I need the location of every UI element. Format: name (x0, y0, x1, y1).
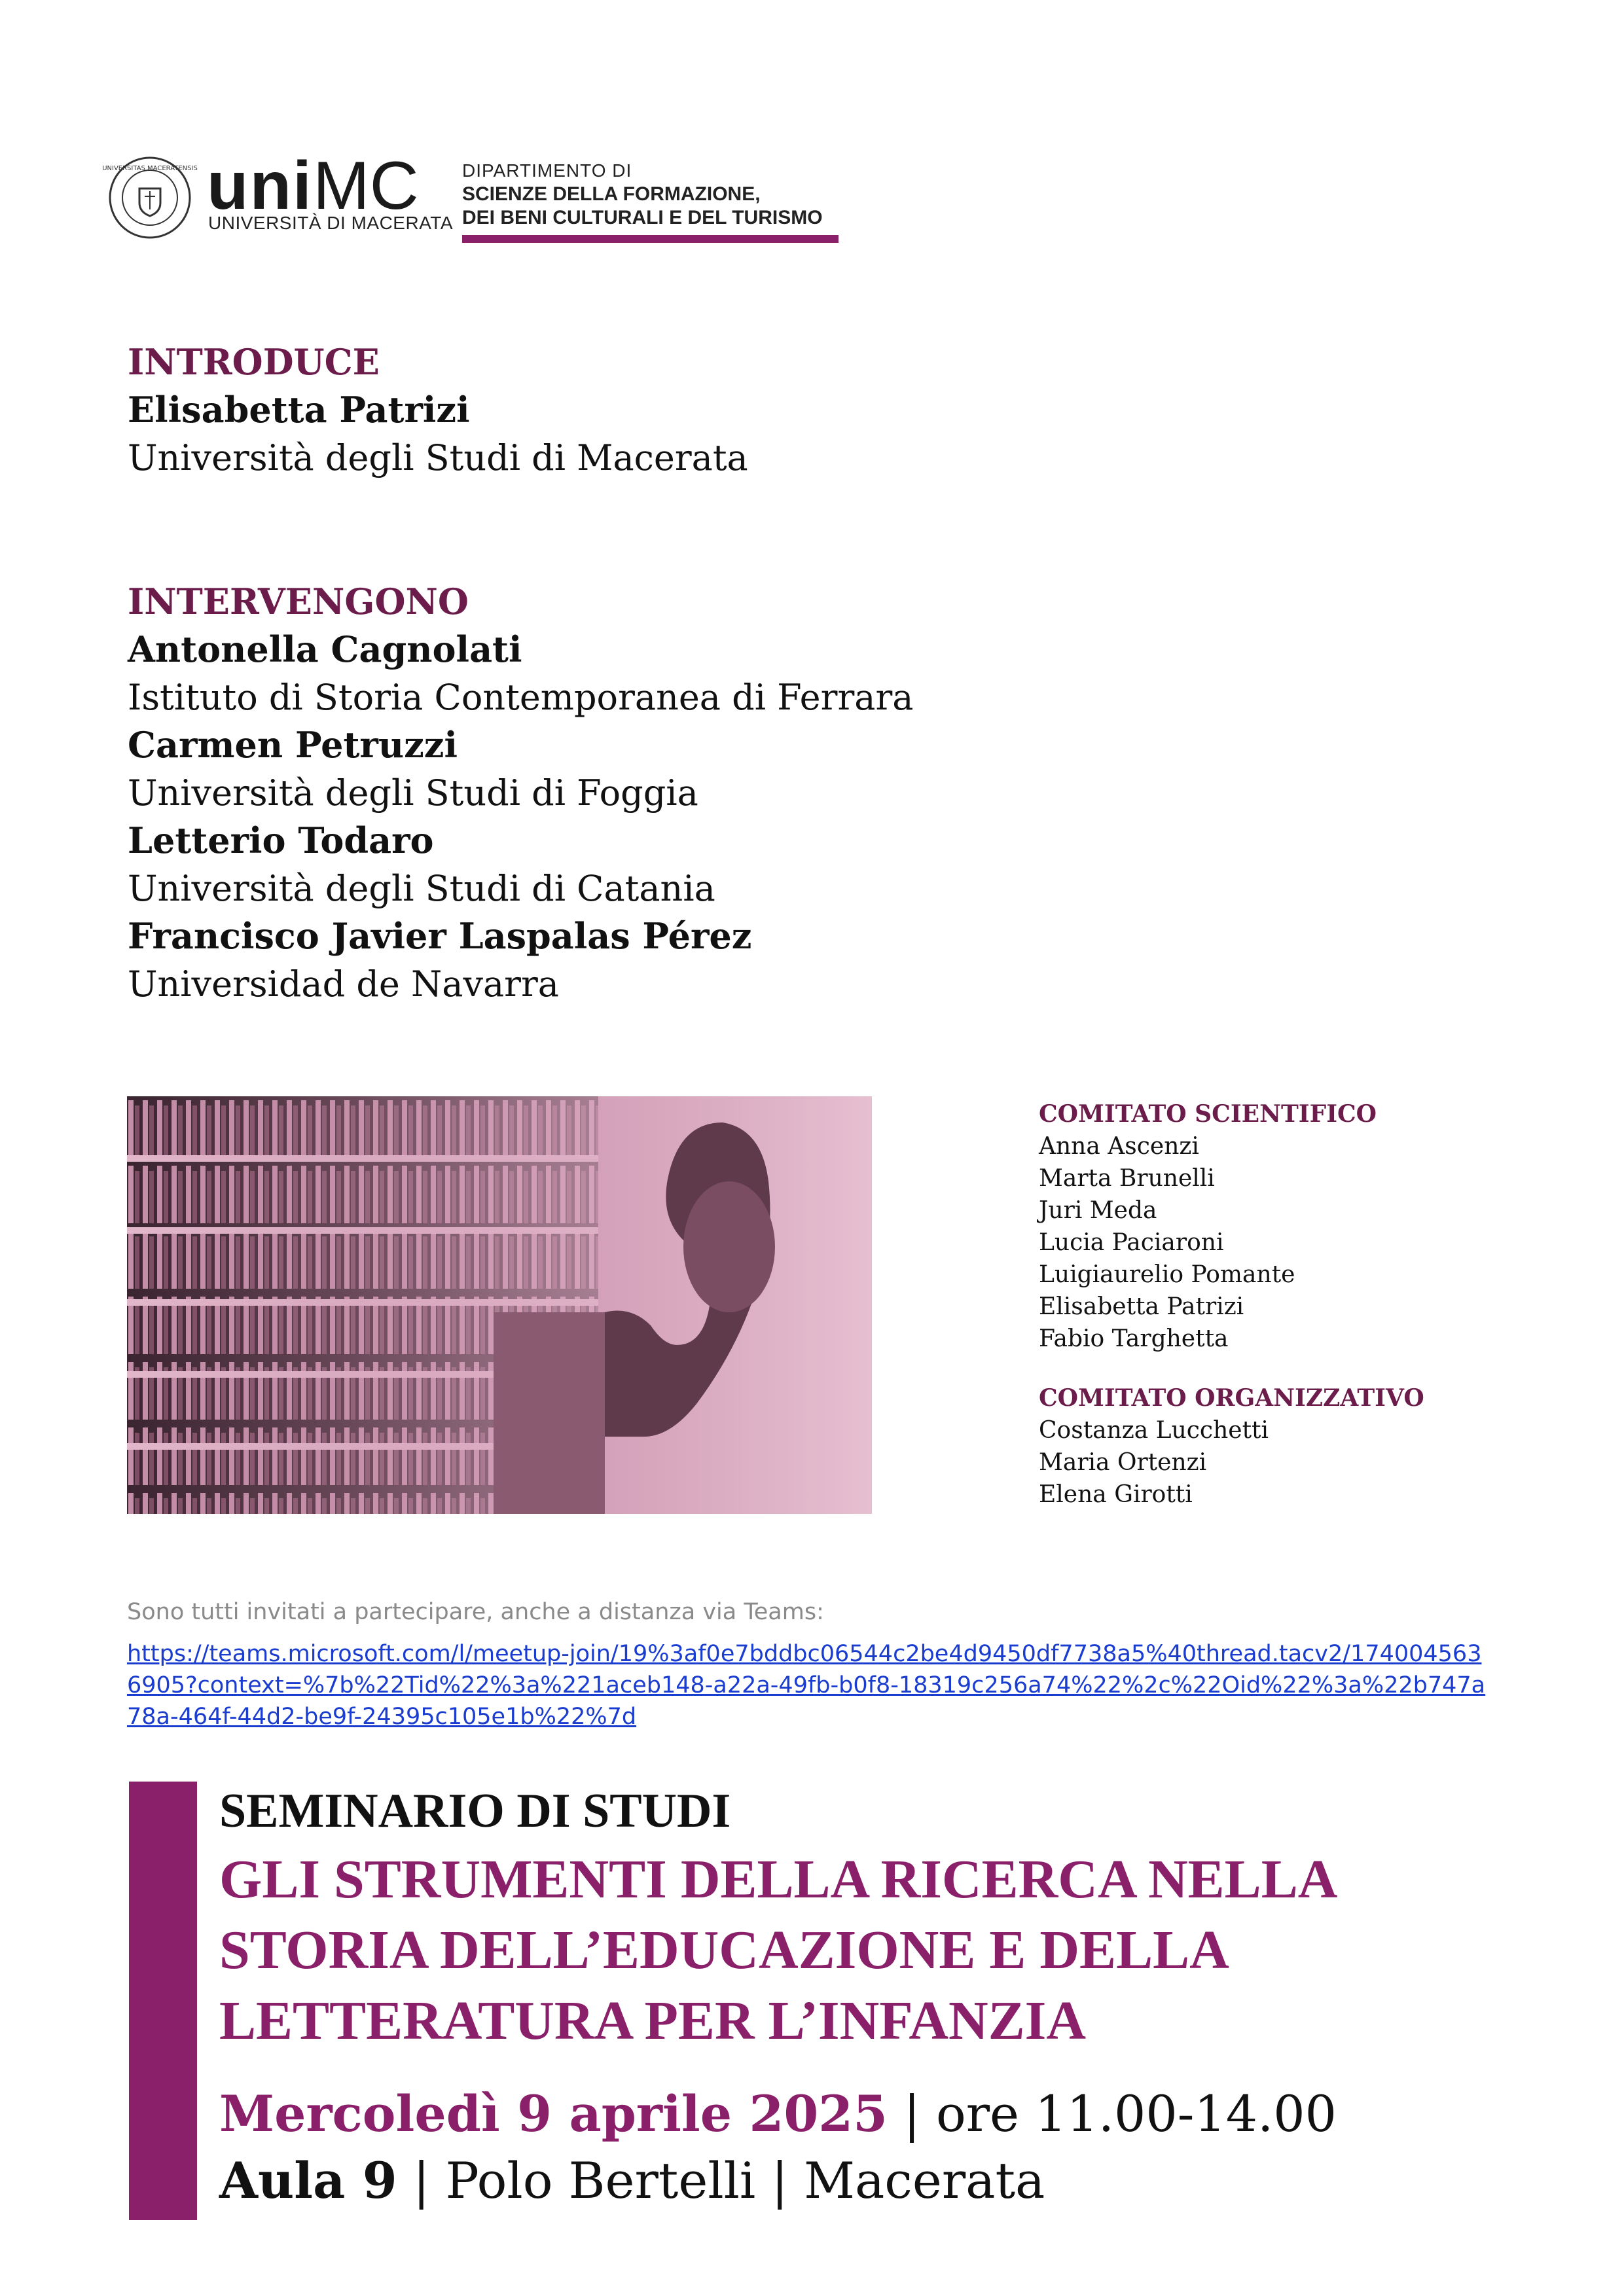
event-date: Mercoledì 9 aprile 2025 (219, 2085, 888, 2143)
committee-member: Juri Meda (1039, 1197, 1157, 1224)
speaker-affiliation: Universidad de Navarra (128, 963, 559, 1005)
committee-member: Fabio Targhetta (1039, 1325, 1229, 1352)
event-venue: Polo Bertelli (445, 2151, 756, 2210)
dept-line2: SCIENZE DELLA FORMAZIONE, (462, 183, 761, 205)
unimc-logo (207, 148, 419, 224)
intervengono-heading: INTERVENGONO (128, 581, 469, 622)
committee-member: Maria Ortenzi (1039, 1449, 1207, 1476)
dept-line1: DIPARTIMENTO DI (462, 160, 632, 181)
introduce-section (128, 338, 748, 482)
university-seal-logo (102, 156, 198, 240)
dept-line3: DEI BENI CULTURALI E DEL TURISMO (462, 207, 823, 228)
event-accent-bar (129, 1782, 197, 2220)
comitato-organizzativo-title: COMITATO ORGANIZZATIVO (1039, 1384, 1424, 1412)
library-sculpture-image (127, 1096, 872, 1514)
speaker-affiliation: Università degli Studi di Macerata (128, 437, 748, 478)
speaker-affiliation: Istituto di Storia Contemporanea di Ferrara (128, 677, 914, 718)
intervengono-section (128, 578, 913, 1008)
event-place-line (219, 2148, 1045, 2214)
committee-member: Marta Brunelli (1039, 1165, 1215, 1192)
event-time: ore 11.00-14.00 (935, 2085, 1337, 2143)
seminar-type: SEMINARIO DI STUDI (219, 1784, 731, 1838)
speaker-name: Carmen Petruzzi (128, 724, 458, 766)
committee-member: Costanza Lucchetti (1039, 1417, 1269, 1444)
introduce-heading: INTRODUCE (128, 341, 380, 383)
speaker-name: Elisabetta Patrizi (128, 389, 470, 431)
svg-text:UNIVERSITAS MACERATENSIS: UNIVERSITAS MACERATENSIS (102, 165, 198, 172)
department-name (462, 159, 823, 230)
department-accent-bar (462, 235, 839, 243)
committee-member: Luigiaurelio Pomante (1039, 1261, 1295, 1288)
event-title-line: STORIA DELL’EDUCAZIONE E DELLA (219, 1920, 1229, 1981)
committee-member: Elisabetta Patrizi (1039, 1293, 1244, 1320)
committees (1039, 1098, 1424, 1511)
speaker-name: Francisco Javier Laspalas Pérez (128, 915, 752, 957)
speaker-affiliation: Università degli Studi di Foggia (128, 772, 698, 814)
logo-uni: uni (207, 148, 313, 224)
speaker-name: Antonella Cagnolati (128, 628, 522, 670)
teams-meeting-link[interactable]: https://teams.microsoft.com/l/meetup-join/19%3af0e7bddbc06544c2be4d9450df7738a5%40thread.tacv2/1740045636905?context=%7b%22Tid%22%3a%221aceb148-a22a-49fb-b0f8-18319c256a74%22%2c%22Oid%22%3a%22b747a78a-464f-44d2-be9f-24395c105e1b%22%7d (127, 1641, 1486, 1730)
committee-member: Lucia Paciaroni (1039, 1229, 1224, 1256)
speaker-name: Letterio Todaro (128, 819, 434, 861)
separator: | (397, 2151, 446, 2210)
logo-mc: MC (312, 148, 419, 224)
separator: | (755, 2151, 804, 2210)
invite-text: Sono tutti invitati a partecipare, anche a distanza via Teams: (127, 1599, 824, 1625)
comitato-scientifico-title: COMITATO SCIENTIFICO (1039, 1100, 1377, 1128)
separator: | (888, 2085, 936, 2143)
event-title-line: LETTERATURA PER L’INFANZIA (219, 1990, 1087, 2051)
event-date-line (219, 2081, 1337, 2147)
committee-member: Elena Girotti (1039, 1481, 1193, 1508)
event-room: Aula 9 (219, 2151, 397, 2210)
event-city: Macerata (804, 2151, 1045, 2210)
event-title-line: GLI STRUMENTI DELLA RICERCA NELLA (219, 1849, 1338, 1910)
event-title (219, 1844, 1337, 2056)
speaker-affiliation: Università degli Studi di Catania (128, 868, 715, 909)
logo-subtitle: UNIVERSITÀ DI MACERATA (208, 213, 454, 233)
committee-member: Anna Ascenzi (1039, 1133, 1199, 1160)
